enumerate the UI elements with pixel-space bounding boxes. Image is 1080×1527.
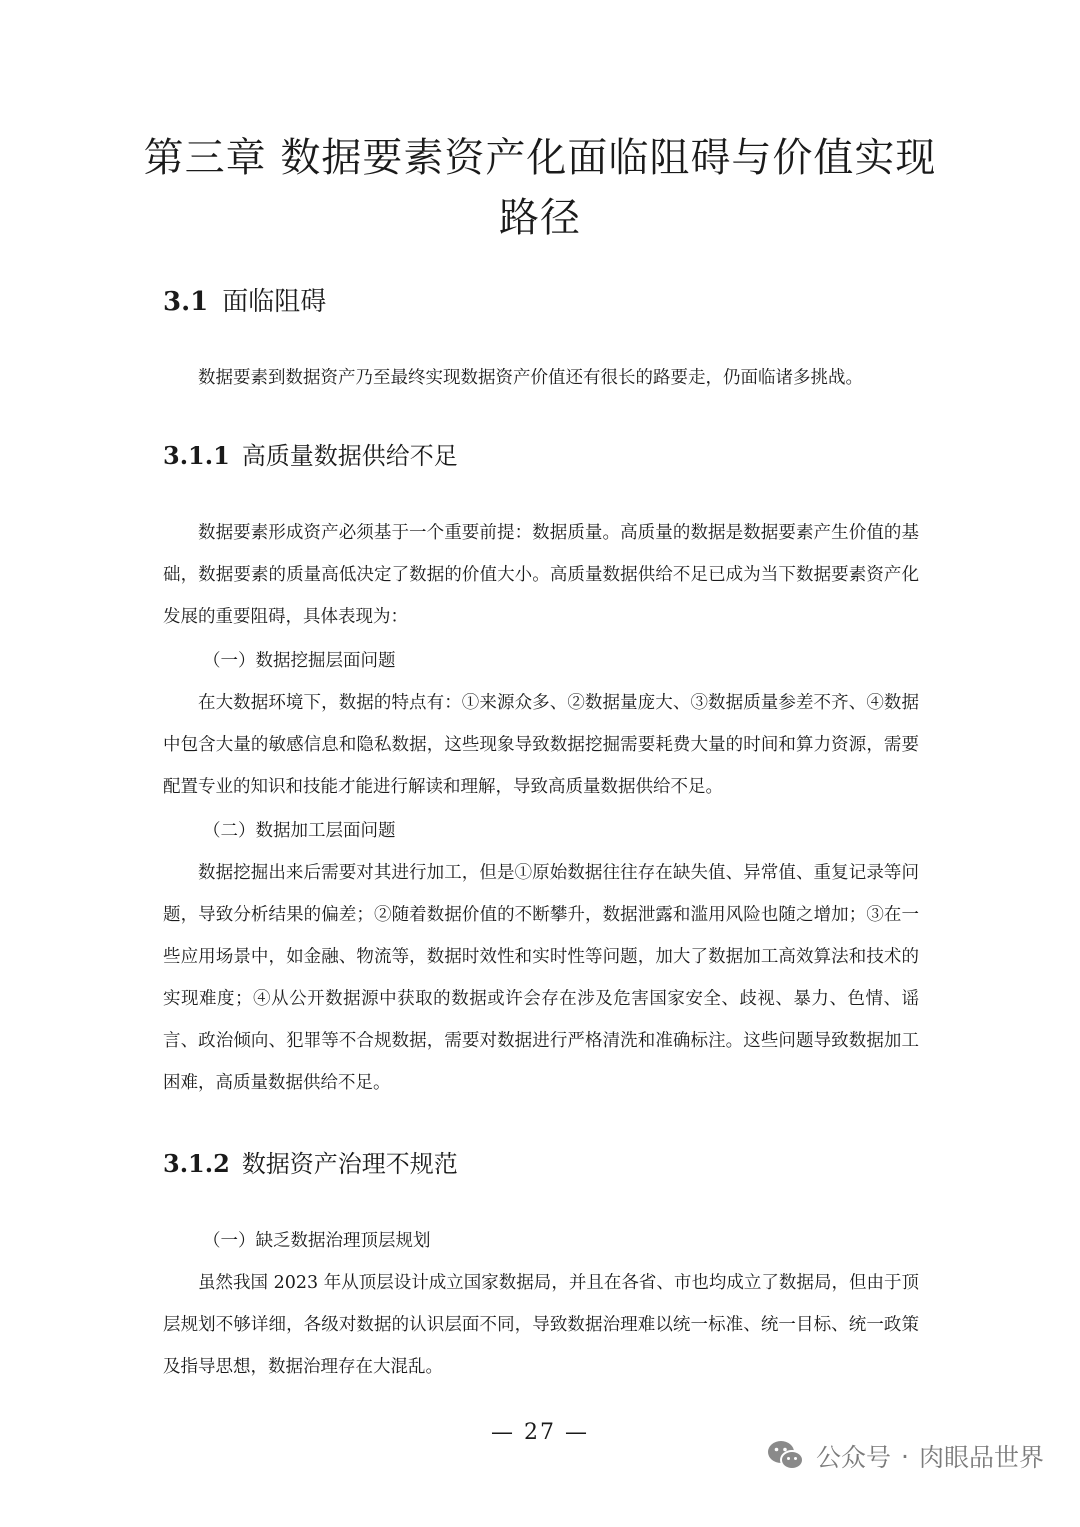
section-title: 高质量数据供给不足 — [241, 442, 458, 470]
section-title: 数据资产治理不规范 — [241, 1150, 458, 1178]
subheading-data-processing: （二）数据加工层面问题 — [203, 821, 396, 841]
section-number: 3.1.1 — [163, 441, 230, 470]
watermark-separator: · — [901, 1441, 909, 1471]
paragraph-governance: 虽然我国 2023 年从顶层设计成立国家数据局，并且在各省、市也均成立了数据局，但由于顶层规划不够详细，各级对数据的认识层面不同，导致数据治理难以统一标准、统一目标、统一政策及指导思想，数据治理存在大混乱。 — [163, 1273, 919, 1377]
section-number: 3.1.2 — [163, 1149, 230, 1178]
section-3-1-1-heading — [163, 440, 458, 472]
chapter-title: 第三章 数据要素资产化面临阻碍与价值实现路径 — [143, 135, 937, 241]
watermark-label: 公众号 — [816, 1443, 892, 1472]
section-title: 面临阻碍 — [222, 287, 327, 317]
section-3-1-2-heading — [163, 1148, 458, 1180]
subheading-governance-planning: （一）缺乏数据治理顶层规划 — [203, 1231, 431, 1251]
section-number: 3.1 — [163, 287, 209, 317]
watermark — [766, 1436, 1044, 1476]
watermark-account: 肉眼品世界 — [918, 1443, 1044, 1472]
subheading-data-mining: （一）数据挖掘层面问题 — [203, 651, 396, 671]
wechat-icon — [766, 1439, 806, 1473]
paragraph-data-quality: 数据要素形成资产必须基于一个重要前提：数据质量。高质量的数据是数据要素产生价值的基础，数据要素的质量高低决定了数据的价值大小。高质量数据供给不足已成为当下数据要素资产化发展的重要阻碍，具体表现为： — [163, 523, 919, 627]
section-3-1-heading — [163, 285, 326, 319]
paragraph-data-processing: 数据挖掘出来后需要对其进行加工，但是①原始数据往往存在缺失值、异常值、重复记录等问题，导致分析结果的偏差；②随着数据价值的不断攀升，数据泄露和滥用风险也随之增加；③在一些应用场景中，如金融、物流等，数据时效性和实时性等问题，加大了数据加工高效算法和技术的实现难度；④从公开数据源中获取的数据或许会存在涉及危害国家安全、歧视、暴力、色情、谣言、政治倾向、犯罪等不合规数据，需要对数据进行严格清洗和准确标注。这些问题导致数据加工困难，高质量数据供给不足。 — [163, 863, 919, 1093]
section-3-1-intro: 数据要素到数据资产乃至最终实现数据资产价值还有很长的路要走，仍面临诸多挑战。 — [198, 368, 863, 388]
paragraph-data-mining: 在大数据环境下，数据的特点有：①来源众多、②数据量庞大、③数据质量参差不齐、④数据中包含大量的敏感信息和隐私数据，这些现象导致数据挖掘需要耗费大量的时间和算力资源，需要配置专业的知识和技能才能进行解读和理解，导致高质量数据供给不足。 — [163, 693, 919, 797]
page-number: — 27 — — [491, 1420, 589, 1445]
